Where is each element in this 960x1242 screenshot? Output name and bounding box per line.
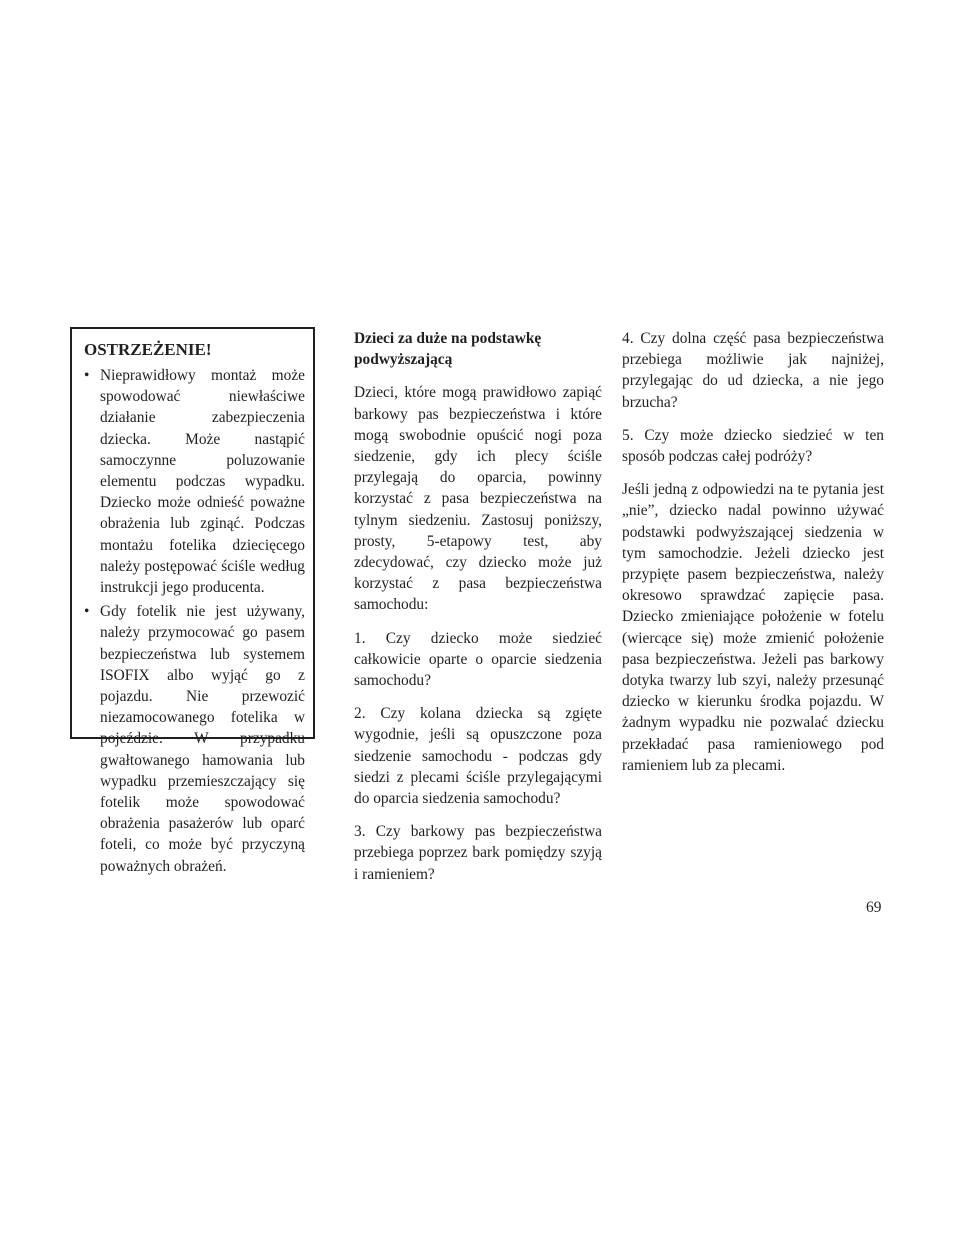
bullet-icon: • <box>84 603 90 621</box>
warning-item-text: Nieprawidłowy montaż może spowodować niewłaściwe działanie zabezpieczenia dziecka. Może nastąpić samoczynne poluzowanie elementu podczas wypadku. Dziecko może odnieść poważne obrażenia lub zginąć. Podczas montażu fotelika dziecięcego należy postępować ściśle według instrukcji jego producenta. <box>100 367 305 597</box>
bullet-icon: • <box>84 367 90 384</box>
test-step-3: 3. Czy barkowy pas bezpieczeństwa przebiega poprzez bark pomiędzy szyją i ramieniem? <box>354 823 602 883</box>
warning-item <box>84 365 305 598</box>
section-heading: Dzieci za duże na podstawkę podwyższającą <box>354 330 542 369</box>
warning-list <box>84 365 305 877</box>
test-step-1: 1. Czy dziecko może siedzieć całkowicie oparte o oparcie siedzenia samochodu? <box>354 629 602 690</box>
page-number: 69 <box>866 899 882 916</box>
warning-item <box>84 601 305 877</box>
section-conclusion: Jeśli jedną z odpowiedzi na te pytania jest „nie”, dziecko nadal powinno używać podstawki podwyższającej siedzenia w tym samochodzie. Jeżeli dziecko jest przypięte pasem bezpieczeństwa, należy okresowo sprawdzać zapięcie pasa. Dziecko zmieniające położenie w fotelu (wiercące się) może zmienić położenie pasa bezpieczeństwa. Jeżeli pas barkowy dotyka twarzy lub szyi, należy przesunąć dziecko w kierunku środka pojazdu. W żadnym wypadku nie pozwalać dziecku przekładać pasa ramieniowego pod ramieniem lub za plecami. <box>622 481 884 774</box>
test-step-2: 2. Czy kolana dziecka są zgięte wygodnie, jeśli są opuszczone poza siedzenie samochodu - podczas gdy siedzi z plecami ściśle przylegającymi do oparcia siedzenia samochodu? <box>354 705 602 808</box>
section-intro: Dzieci, które mogą prawidłowo zapiąć barkowy pas bezpieczeństwa i które mogą swobodnie opuścić nogi poza siedzenie, gdy ich plecy ściśle przylegają do oparcia, powinny korzystać z pasa bezpieczeństwa na tylnym siedzeniu. Zastosuj poniższy, prosty, 5-etapowy test, aby zdecydować, czy dziecko może już korzystać z pasa bezpieczeństwa samochodu: <box>354 384 602 614</box>
test-step-5: 5. Czy może dziecko siedzieć w ten sposób podczas całej podróży? <box>622 426 884 466</box>
middle-column <box>354 328 602 897</box>
warning-item-text: Gdy fotelik nie jest używany, należy przymocować go pasem bezpieczeństwa lub systemem ISOFIX albo wyjąć go z pojazdu. Nie przewozić niezamocowanego fotelika w pojeździe. W przypadku gwałtowanego hamowania lub wypadku przemieszczający się fotelik może spowodować obrażenia pasażerów lub oparć foteli, co może być przyczyną poważnych obrażeń. <box>100 603 305 875</box>
warning-box <box>70 327 315 875</box>
warning-title: OSTRZEŻENIE! <box>84 340 212 359</box>
test-step-4: 4. Czy dolna część pasa bezpieczeństwa przebiega możliwie jak najniżej, przylegając do ud dziecka, a nie jego brzucha? <box>622 330 884 411</box>
right-column <box>622 328 884 788</box>
